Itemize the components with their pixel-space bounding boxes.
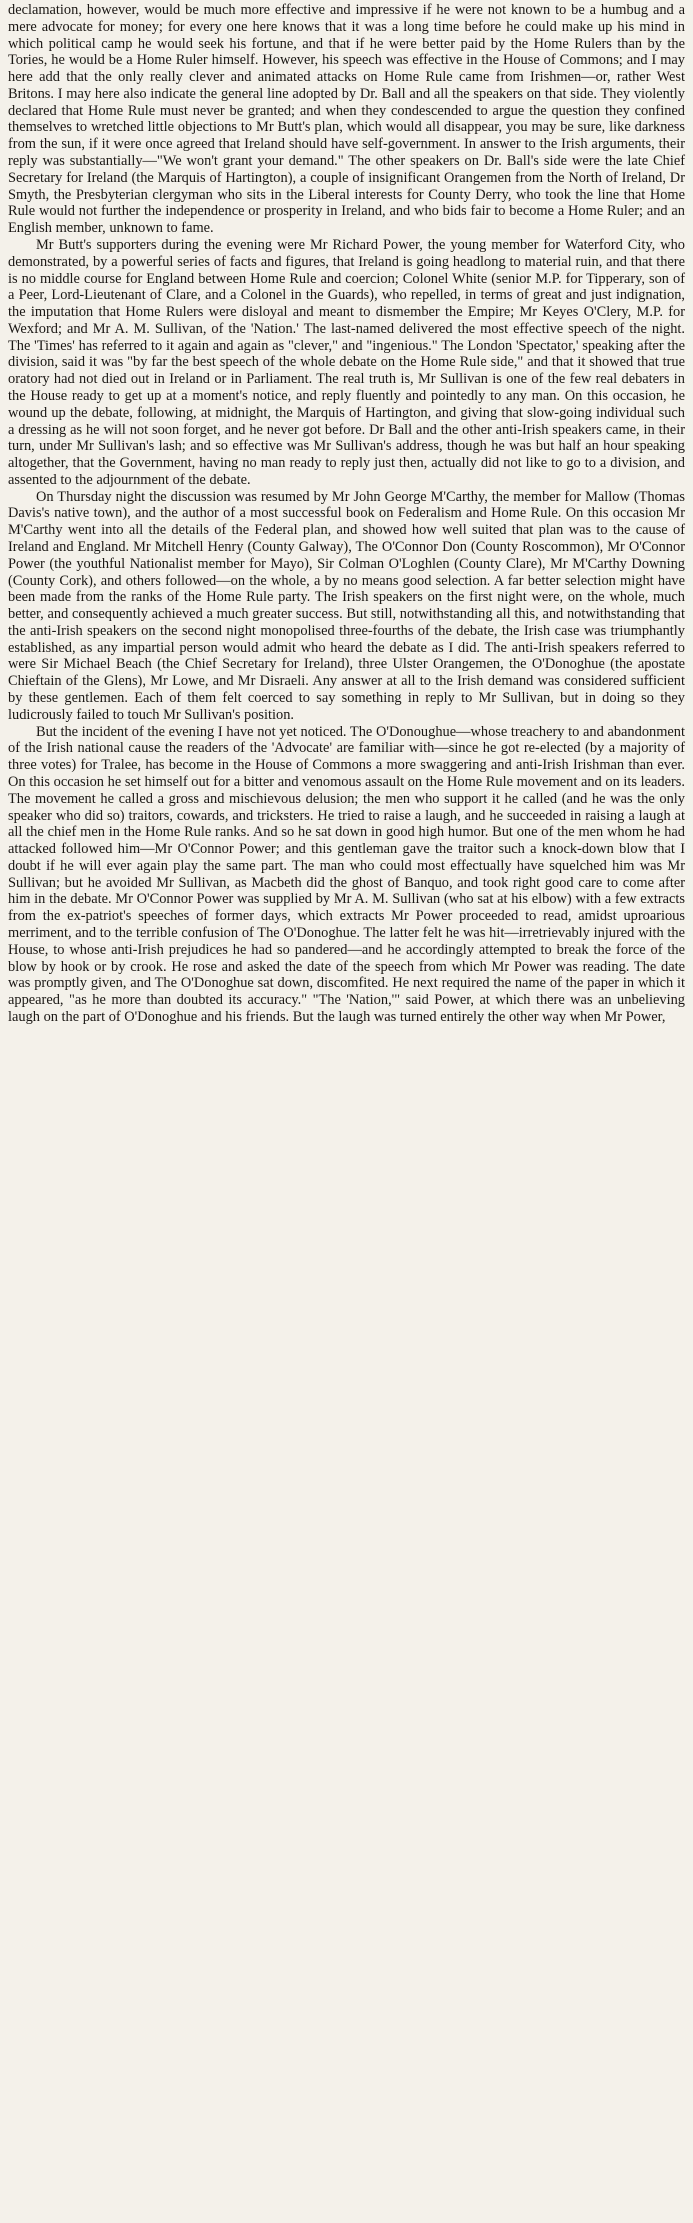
paragraph-thursday-discussion: On Thursday night the discussion was resumed by Mr John George M'Carthy, the member for Mallow (Thomas Davis's native town), and the author of a most successful book on Federalism and Home Rule. On this occasion Mr M'Carthy went into all the details of the Federal plan, and showed how well suited that plan was to the cause of Ireland and England. Mr Mitchell Henry (County Galway), The O'Connor Don (County Roscommon), Mr O'Connor Power (the youthful Nationalist member for Mayo), Sir Colman O'Loghlen (County Clare), Mr M'Carthy Downing (County Cork), and others followed—on the whole, a by no means good selection. A far better selection might have been made from the ranks of the Home Rule party. The Irish speakers on the first night were, on the whole, much better, and consequently achieved a much greater success. But still, notwithstanding all this, and notwithstanding that the anti-Irish speakers on the second night monopolised three-fourths of the debate, the Irish case was triumphantly established, as any impartial person would admit who heard the debate as I did. The anti-Irish speakers referred to were Sir Michael Beach (the Chief Secretary for Ireland), three Ulster Orangemen, the O'Donoghue (the apostate Chieftain of the Glens), Mr Lowe, and Mr Disraeli. Any answer at all to the Irish demand was considered sufficient by these gentlemen. Each of them felt coerced to say something in reply to Mr Sullivan, but in doing so they ludicrously failed to touch Mr Sullivan's position. bbox=[8, 488, 685, 723]
paragraph-declamation: declamation, however, would be much more effective and impressive if he were not known to be a humbug and a mere advocate for money; for every one here knows that it was a long time before he could make up his mind in which political camp he would seek his fortune, and that if he were better paid by the Home Rulers than by the Tories, he would be a Home Ruler himself. However, his speech was effective in the House of Commons; and I may here add that the only really clever and animated attacks on Home Rule came from Irishmen—or, rather West Britons. I may here also indicate the general line adopted by Dr. Ball and all the speakers on that side. They violently declared that Home Rule must never be granted; and when they condescended to argue the question they confined themselves to wretched little objections to Mr Butt's plan, which would all disappear, you may be sure, like darkness from the sun, if it were once agreed that Ireland should have self-government. In answer to the Irish arguments, their reply was substantially—"We won't grant your demand." The other speakers on Dr. Ball's side were the late Chief Secretary for Ireland (the Marquis of Hartington), a couple of insignificant Orangemen from the North of Ireland, Dr Smyth, the Presbyterian clergyman who sits in the Liberal interests for County Derry, who took the line that Home Rule would not further the independence or prosperity in Ireland, and who bids fair to become a Home Ruler; and an English member, unknown to fame. bbox=[8, 2, 685, 237]
paragraph-butt-supporters: Mr Butt's supporters during the evening were Mr Richard Power, the young member for Waterford City, who demonstrated, by a powerful series of facts and figures, that Ireland is going headlong to material ruin, and that there is no middle course for England between Home Rule and coercion; Colonel White (senior M.P. for Tipperary, son of a Peer, Lord-Lieutenant of Clare, and a Colonel in the Guards), who repelled, in terms of great and just indignation, the imputation that Home Rulers were disloyal and meant to dismember the Empire; Mr Keyes O'Clery, M.P. for Wexford; and Mr A. M. Sullivan, of the 'Nation.' The last-named delivered the most effective speech of the night. The 'Times' has referred to it again and again as "clever," and "ingenious." The London 'Spectator,' speaking after the division, said it was "by far the best speech of the whole debate on the Home Rule side," and that it showed that true oratory had not died out in Ireland or in Parliament. The real truth is, Mr Sullivan is one of the few real debaters in the House ready to get up at a moment's notice, and reply fluently and pointedly to any man. On this occasion, he wound up the debate, following, at midnight, the Marquis of Hartington, and giving that slow-going individual such a dressing as he will not soon forget, and he never got before. Dr Ball and the other anti-Irish speakers came, in their turn, under Mr Sullivan's lash; and so effective was Mr Sullivan's address, though he was but half an hour speaking altogether, that the Government, having no man ready to reply just then, actually did not like to go to a division, and assented to the adjournment of the debate. bbox=[8, 236, 685, 488]
paragraph-odonoghue-incident: But the incident of the evening I have not yet noticed. The O'Donoughue—whose treachery to and abandonment of the Irish national cause the readers of the 'Advocate' are familiar with—since he got re-elected (by a majority of three votes) for Tralee, has become in the House of Commons a more swaggering and anti-Irish Irishman than ever. On this occasion he set himself out for a bitter and venomous assault on the Home Rule movement and on its leaders. The movement he called a gross and mischievous delusion; the men who support it he called (and he was the only speaker who did so) traitors, cowards, and tricksters. He tried to raise a laugh, and he succeeded in raising a laugh at all the chief men in the Home Rule ranks. And so he sat down in good high humor. But one of the men whom he had attacked followed him—Mr O'Connor Power; and this gentleman gave the traitor such a knock-down blow that I doubt if he will ever again play the same part. The man who could most effectually have squelched him was Mr Sullivan; but he avoided Mr Sullivan, as Macbeth did the ghost of Banquo, and took right good care to come after him in the debate. Mr O'Connor Power was supplied by Mr A. M. Sullivan (who sat at his elbow) with a few extracts from the ex-patriot's speeches of former days, which extracts Mr Power proceeded to read, amidst uproarious merriment, and to the terrible confusion of The O'Donoghue. The latter felt he was hit—irretrievably injured with the House, to whose anti-Irish prejudices he had so pandered—and he accordingly attempted to break the force of the blow by hook or by crook. He rose and asked the date of the speech from which Mr Power was reading. The date was promptly given, and The O'Donoghue sat down, discomfited. He next required the name of the paper in which it appeared, "as he more than doubted its accuracy." "The 'Nation,'" said Power, at which there was an unbelieving laugh on the part of O'Donoghue and his friends. But the laugh was turned entirely the other way when Mr Power, bbox=[8, 723, 685, 1025]
